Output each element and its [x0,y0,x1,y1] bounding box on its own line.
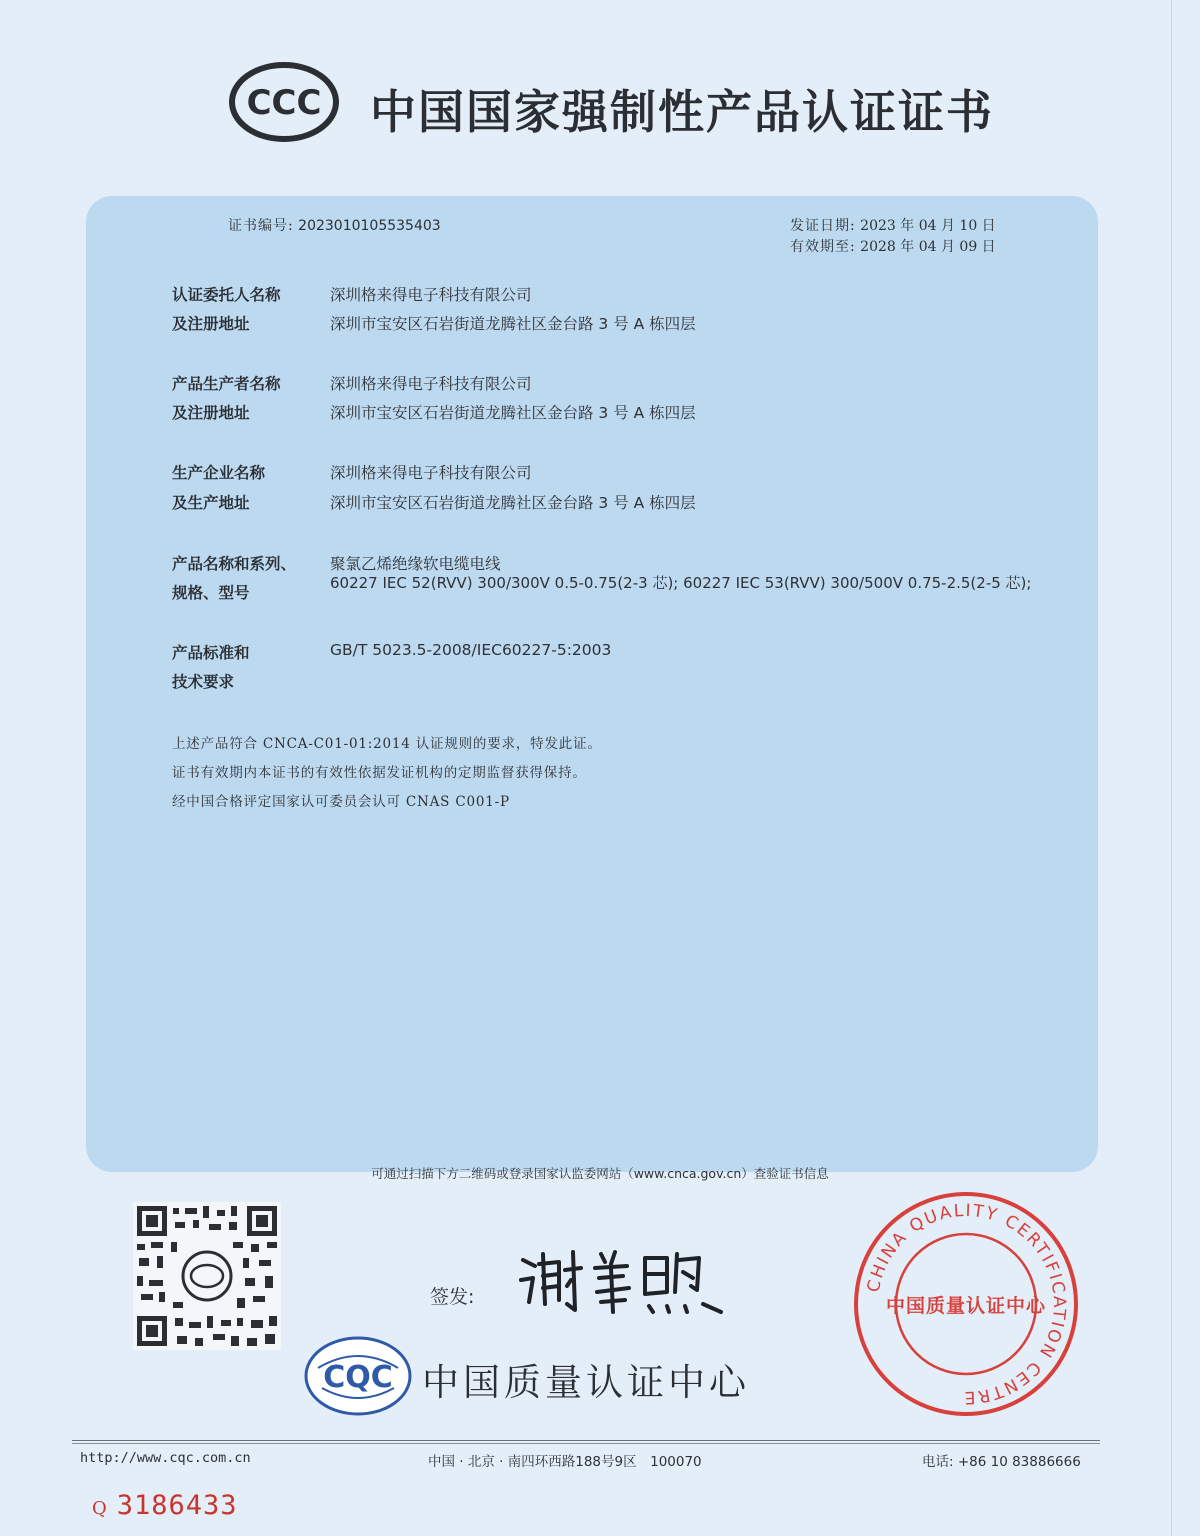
cqc-logo-text: CQC [323,1360,393,1395]
factory-label: 生产企业名称 [172,464,266,482]
product-spec: 60227 IEC 52(RVV) 300/300V 0.5-0.75(2-3 芯); 60227 IEC 53(RVV) 300/500V 0.75-2.5(2-5 芯); [330,574,1032,592]
signature-label: 签发: [430,1286,475,1308]
footer-address: 中国 · 北京 · 南四环西路188号9区 100070 [428,1454,702,1470]
ccc-logo-icon [228,62,340,142]
issue-date [790,215,996,235]
cqc-logo-icon [302,1334,414,1418]
ccc-logo-text: CCC [246,83,322,123]
applicant-address-label: 及注册地址 [172,315,250,333]
manufacturer-address-label: 及注册地址 [172,404,250,422]
manufacturer-address: 深圳市宝安区石岩街道龙腾社区金台路 3 号 A 栋四层 [330,404,696,422]
seal-outer-text: CHINA QUALITY CERTIFICATION CENTRE [863,1200,1070,1408]
applicant-address: 深圳市宝安区石岩街道龙腾社区金台路 3 号 A 栋四层 [330,315,696,333]
product-name: 聚氯乙烯绝缘软电缆电线 [330,555,501,573]
standard-label: 产品标准和 [172,644,250,662]
applicant-name: 深圳格来得电子科技有限公司 [330,286,532,304]
official-seal-icon [852,1190,1080,1418]
valid-date-label: 有效期至: [790,239,856,255]
footer-website: http://www.cqc.com.cn [80,1450,251,1466]
factory-name: 深圳格来得电子科技有限公司 [330,464,532,482]
certificate-header [228,62,994,146]
serial-number-value: 3186433 [116,1490,238,1521]
qr-verification-note: 可通过扫描下方二维码或登录国家认监委网站（www.cnca.gov.cn）查验证书信息 [371,1166,829,1181]
valid-date [790,236,996,256]
serial-number [92,1490,238,1521]
certificate-title: 中国国家强制性产品认证证书 [370,85,994,139]
scan-edge-line [1171,0,1172,1536]
cert-number-value: 2023010105535403 [298,218,441,234]
seal-inner-text: 中国质量认证中心 [885,1295,1047,1317]
manufacturer-name: 深圳格来得电子科技有限公司 [330,375,532,393]
footer-phone: 电话: +86 10 83886666 [922,1454,1081,1470]
qr-code-icon [133,1202,281,1350]
issue-date-value: 2023 年 04 月 10 日 [860,218,996,234]
standard-label-2: 技术要求 [172,673,235,691]
applicant-label: 认证委托人名称 [172,286,281,304]
factory-address: 深圳市宝安区石岩街道龙腾社区金台路 3 号 A 栋四层 [330,494,696,512]
factory-address-label: 及生产地址 [172,494,250,512]
statement-accreditation: 经中国合格评定国家认可委员会认可 CNAS C001-P [172,794,510,810]
issuer-name: 中国质量认证中心 [422,1361,750,1404]
footer-rule [72,1440,1100,1441]
footer-rule-secondary [72,1443,1100,1444]
product-spec-label: 规格、型号 [172,584,250,602]
statement-conformity: 上述产品符合 CNCA-C01-01:2014 认证规则的要求，特发此证。 [172,736,602,752]
cert-number-label: 证书编号: [228,218,294,234]
cert-number [228,215,441,235]
serial-prefix: Q [92,1498,107,1519]
manufacturer-label: 产品生产者名称 [172,375,281,393]
valid-date-value: 2028 年 04 月 09 日 [860,239,996,255]
handwritten-signature [515,1240,735,1320]
statement-validity: 证书有效期内本证书的有效性依据发证机构的定期监督获得保持。 [172,765,587,781]
product-label: 产品名称和系列、 [172,555,297,573]
standard-value: GB/T 5023.5-2008/IEC60227-5:2003 [330,641,612,659]
content-panel [86,196,1098,1172]
issue-date-label: 发证日期: [790,218,856,234]
